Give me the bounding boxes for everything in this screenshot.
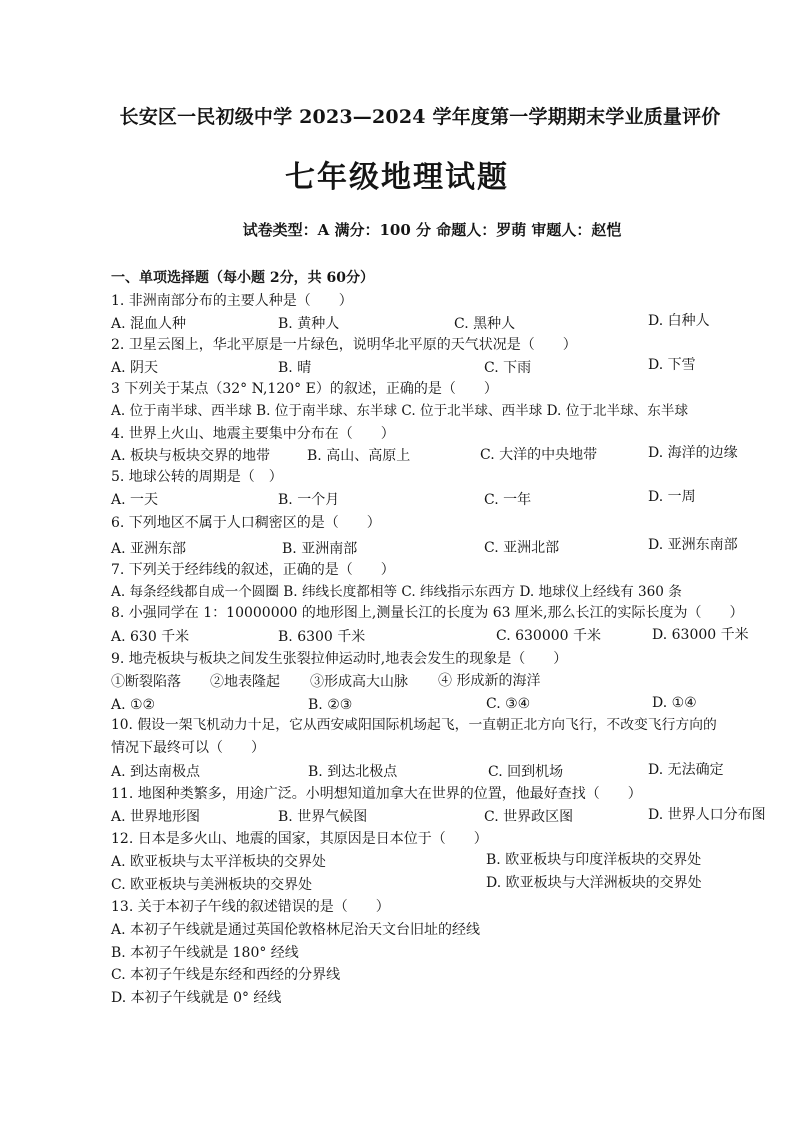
statement-item: ①断裂陷落 xyxy=(111,674,181,690)
question-stem: 12. 日本是多火山、地震的国家，其原因是日本位于（ ） xyxy=(111,831,488,847)
section-heading: 一、单项选择题（每小题 2分，共 60分） xyxy=(111,270,374,286)
question-stem: 9. 地壳板块与板块之间发生张裂拉伸运动时,地表会发生的现象是（ ） xyxy=(111,651,568,667)
option: D. 本初子午线就是 0° 经线 xyxy=(111,990,282,1006)
exam-info: 试卷类型：A 满分：100 分 命题人：罗萌 审题人：赵恺 xyxy=(242,221,622,239)
question-stem: 4. 世界上火山、地震主要集中分布在（ ） xyxy=(111,426,395,442)
option: B. 6300 千米 xyxy=(278,629,366,645)
option: D. 白种人 xyxy=(648,313,710,329)
option: B. 高山、高原上 xyxy=(307,448,411,464)
subject-title: 七年级地理试题 xyxy=(285,160,509,195)
question-stem: 3 下列关于某点（32° N,120° E）的叙述，正确的是（ ） xyxy=(111,381,498,397)
option: B. ②③ xyxy=(308,697,353,713)
question-stem: 6. 下列地区不属于人口稠密区的是（ ） xyxy=(111,515,381,531)
option: C. 黑种人 xyxy=(454,316,516,332)
question-stem: 1. 非洲南部分布的主要人种是（ ） xyxy=(111,293,353,309)
option: B. 亚洲南部 xyxy=(282,541,358,557)
option-line: A. 位于南半球、西半球 B. 位于南半球、东半球 C. 位于北半球、西半球 D. 位于北半球、东半球 xyxy=(111,403,689,419)
option: B. 欧亚板块与印度洋板块的交界处 xyxy=(486,852,702,868)
question-stem: 11. 地图种类繁多，用途广泛。小明想知道加拿大在世界的位置，他最好查找（ ） xyxy=(111,786,642,802)
option: C. 630000 千米 xyxy=(496,628,602,644)
option: D. ①④ xyxy=(652,695,697,711)
option: A. 630 千米 xyxy=(111,629,190,645)
question-stem: 8. 小强同学在 1：10000000 的地形图上,测量长江的长度为 63 厘米,那么长江的实际长度为（ ） xyxy=(111,605,744,621)
option: C. 回到机场 xyxy=(488,764,564,780)
option: A. 亚洲东部 xyxy=(111,541,187,557)
question-stem: 7. 下列关于经纬线的叙述，正确的是（ ） xyxy=(111,562,395,578)
question-stem: 13. 关于本初子午线的叙述错误的是（ ） xyxy=(111,899,390,915)
option: D. 下雪 xyxy=(648,357,696,373)
question-stem: 5. 地球公转的周期是（ ） xyxy=(111,469,283,485)
statement-item: ③形成高大山脉 xyxy=(310,674,408,690)
option: A. 混血人种 xyxy=(111,316,187,332)
option: C. 本初子午线是东经和西经的分界线 xyxy=(111,967,341,983)
option: C. 亚洲北部 xyxy=(484,540,560,556)
option: C. ③④ xyxy=(486,696,531,712)
option: A. 世界地形图 xyxy=(111,809,201,825)
option: B. 一个月 xyxy=(278,492,340,508)
option: C. 一年 xyxy=(484,492,532,508)
question-stem: 10. 假设一架飞机动力十足，它从西安咸阳国际机场起飞，一直朝正北方向飞行，不改变飞行方向的 xyxy=(111,717,717,733)
option: D. 亚洲东南部 xyxy=(648,537,738,553)
option: A. 欧亚板块与太平洋板块的交界处 xyxy=(111,854,327,870)
option: C. 欧亚板块与美洲板块的交界处 xyxy=(111,877,313,893)
statement-item: ④ 形成新的海洋 xyxy=(438,673,541,689)
option: C. 下雨 xyxy=(484,360,532,376)
question-stem-continued: 情况下最终可以（ ） xyxy=(111,740,265,756)
option-line: A. 每条经线都自成一个圆圈 B. 纬线长度都相等 C. 纬线指示东西方 D. 地球仪上经线有 360 条 xyxy=(111,584,682,600)
option: D. 欧亚板块与大洋洲板块的交界处 xyxy=(486,875,702,891)
option: C. 世界政区图 xyxy=(484,809,574,825)
option: A. 到达南极点 xyxy=(111,764,201,780)
option: B. 本初子午线就是 180° 经线 xyxy=(111,945,299,961)
option: A. 本初子午线就是通过英国伦敦格林尼治天文台旧址的经线 xyxy=(111,922,481,938)
option: A. ①② xyxy=(111,697,156,713)
option: A. 一天 xyxy=(111,492,159,508)
option: D. 63000 千米 xyxy=(652,627,749,643)
option: D. 一周 xyxy=(648,489,696,505)
option: A. 板块与板块交界的地带 xyxy=(111,448,271,464)
school-title: 长安区一民初级中学 2023—2024 学年度第一学期期末学业质量评价 xyxy=(119,106,721,128)
question-stem: 2. 卫星云图上，华北平原是一片绿色，说明华北平原的天气状况是（ ） xyxy=(111,337,577,353)
option: B. 晴 xyxy=(278,360,312,376)
option: C. 大洋的中央地带 xyxy=(480,447,598,463)
option: D. 海洋的边缘 xyxy=(648,445,738,461)
option: B. 世界气候图 xyxy=(278,809,368,825)
statement-item: ②地表隆起 xyxy=(210,674,280,690)
option: A. 阴天 xyxy=(111,360,159,376)
option: B. 黄种人 xyxy=(278,316,340,332)
option: D. 无法确定 xyxy=(648,762,724,778)
option: D. 世界人口分布图 xyxy=(648,807,766,823)
option: B. 到达北极点 xyxy=(308,764,398,780)
